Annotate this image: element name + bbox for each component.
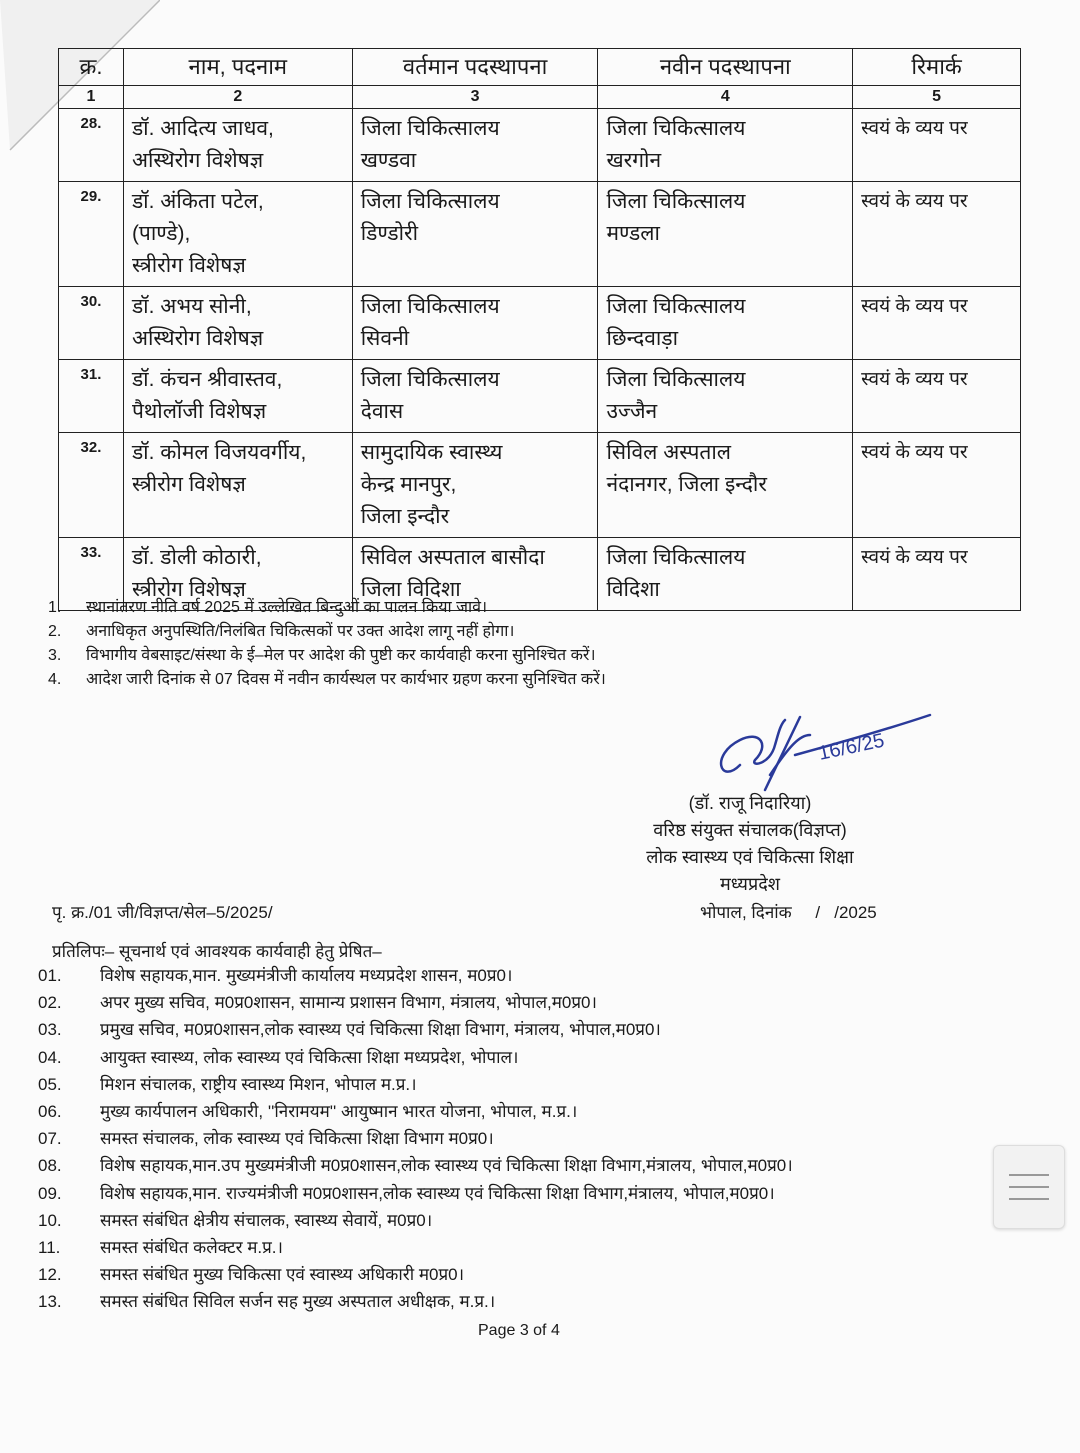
table-header-row: [59, 49, 1021, 86]
cell-line: डॉ. अंकिता पटेल,: [131, 190, 264, 213]
column-number-row: [59, 86, 1021, 109]
cell-line: जिला चिकित्सालय: [606, 368, 746, 391]
serial-cell: [59, 182, 124, 287]
serial-cell: [59, 433, 124, 538]
cell-line: सिविल अस्पताल बासौदा: [360, 546, 545, 569]
instruction-item: [48, 596, 606, 620]
remark-cell: [853, 538, 1021, 611]
cc-list: [38, 962, 793, 1316]
place-date: भोपाल, दिनांक / /2025: [700, 903, 877, 922]
current-posting-cell: [352, 182, 598, 287]
cc-item: [38, 1098, 793, 1125]
cell-line: स्त्रीरोग विशेषज्ञ: [131, 578, 246, 601]
cell-line: पैथोलॉजी विशेषज्ञ: [131, 400, 267, 423]
col-number: 5: [853, 86, 1021, 109]
item-text: विभागीय वेबसाइट/संस्था के ई–मेल पर आदेश की पुष्टी कर कार्यवाही करना सुनिश्चित करें।: [86, 647, 596, 664]
name-cell: [123, 287, 352, 360]
cell-line: विदिशा: [606, 578, 660, 601]
item-number: 10.: [38, 1210, 62, 1230]
remark: स्वयं के व्यय पर: [861, 547, 968, 568]
item-text: आदेश जारी दिनांक से 07 दिवस में नवीन कार्यस्थल पर कार्यभार ग्रहण करना सुनिश्चित करें।: [86, 671, 606, 688]
item-number: 12.: [38, 1265, 62, 1285]
serial-number: 30.: [80, 293, 102, 310]
cell-line: डॉ. कंचन श्रीवास्तव,: [131, 368, 283, 391]
item-text: विशेष सहायक,मान. मुख्यमंत्रीजी कार्यालय मध्यप्रदेश शासन, म0प्र0।: [100, 966, 513, 985]
item-text: समस्त संबंधित मुख्य चिकित्सा एवं स्वास्थ्य अधिकारी म0प्र0।: [100, 1265, 465, 1285]
cell-line: स्त्रीरोग विशेषज्ञ: [131, 473, 246, 496]
cc-item: [38, 1207, 793, 1234]
item-number: 1.: [48, 599, 62, 616]
signer-designation: वरिष्ठ संयुक्त संचालक(विज्ञप्त): [653, 820, 847, 840]
col-number: 2: [123, 86, 352, 109]
instruction-item: [48, 668, 606, 692]
item-number: 4.: [48, 671, 62, 688]
cell-line: देवास: [360, 400, 404, 423]
item-text: विशेष सहायक,मान. राज्यमंत्रीजी म0प्र0शासन,लोक स्वास्थ्य एवं चिकित्सा शिक्षा विभाग,मंत्रालय, भोपाल,म0प्र0।: [100, 1183, 775, 1203]
cell-line: स्त्रीरोग विशेषज्ञ: [131, 254, 246, 277]
item-text: स्थानांतरण नीति वर्ष 2025 में उल्लेखित बिन्दुओं का पालन किया जावे।: [86, 599, 488, 616]
cell-line: नंदानगर, जिला इन्दौर: [606, 473, 767, 496]
item-number: 04.: [38, 1047, 62, 1067]
new-posting-cell: [598, 109, 853, 182]
item-text: मिशन संचालक, राष्ट्रीय स्वास्थ्य मिशन, भोपाल म.प्र.।: [100, 1074, 417, 1094]
remark: स्वयं के व्यय पर: [861, 191, 968, 212]
col-number: 4: [598, 86, 853, 109]
remark: स्वयं के व्यय पर: [861, 118, 968, 139]
cc-item: [38, 1044, 793, 1071]
serial-number: 29.: [80, 188, 102, 205]
table-row: [59, 287, 1021, 360]
name-cell: [123, 109, 352, 182]
cell-line: सिविल अस्पताल: [606, 441, 732, 464]
item-number: 05.: [38, 1074, 62, 1094]
col-number: 1: [59, 86, 124, 109]
signer-block: [600, 790, 900, 898]
cc-item: [38, 1180, 793, 1207]
signer-department: लोक स्वास्थ्य एवं चिकित्सा शिक्षा: [646, 847, 854, 867]
col-header: रिमार्क: [853, 49, 1021, 86]
new-posting-cell: [598, 538, 853, 611]
cell-line: डॉ. कोमल विजयवर्गीय,: [131, 441, 307, 464]
item-number: 01.: [38, 966, 62, 985]
item-text: मुख्य कार्यपालन अधिकारी, ''निरामयम'' आयुष्मान भारत योजना, भोपाल, म.प्र.।: [100, 1102, 578, 1122]
cell-line: केन्द्र मानपुर,: [360, 473, 457, 496]
cc-item: [38, 1071, 793, 1098]
item-text: विशेष सहायक,मान.उप मुख्यमंत्रीजी म0प्र0शासन,लोक स्वास्थ्य एवं चिकित्सा शिक्षा विभाग,मंत्रालय, भोपाल,म0प्र0।: [100, 1156, 793, 1176]
remark-cell: [853, 182, 1021, 287]
remark-cell: [853, 433, 1021, 538]
table-row: [59, 360, 1021, 433]
remark-cell: [853, 287, 1021, 360]
cell-line: जिला विदिशा: [360, 578, 461, 601]
col-header: नवीन पदस्थापना: [598, 49, 853, 86]
cc-item: [38, 989, 793, 1016]
transfer-table: [58, 48, 1021, 611]
cc-item: [38, 1288, 793, 1315]
item-number: 03.: [38, 1020, 62, 1040]
item-text: अपर मुख्य सचिव, म0प्र0शासन, सामान्य प्रशासन विभाग, मंत्रालय, भोपाल,म0प्र0।: [100, 993, 597, 1013]
cell-line: जिला चिकित्सालय: [606, 190, 746, 213]
item-text: समस्त संचालक, लोक स्वास्थ्य एवं चिकित्सा शिक्षा विभाग म0प्र0।: [100, 1129, 494, 1149]
instructions-list: [48, 596, 606, 692]
page-number: Page 3 of 4: [478, 1322, 560, 1339]
col-header: नाम, पदनाम: [123, 49, 352, 86]
item-number: 11.: [38, 1238, 61, 1258]
cell-line: डिण्डोरी: [360, 222, 419, 245]
menu-button[interactable]: [993, 1145, 1065, 1229]
item-number: 06.: [38, 1102, 62, 1122]
cell-line: जिला चिकित्सालय: [360, 368, 500, 391]
remark-cell: [853, 360, 1021, 433]
cell-line: छिन्दवाड़ा: [606, 327, 679, 350]
item-number: 08.: [38, 1156, 62, 1176]
cc-item: [38, 1125, 793, 1152]
current-posting-cell: [352, 287, 598, 360]
cell-line: खण्डवा: [360, 149, 417, 172]
cell-line: मण्डला: [606, 222, 660, 245]
new-posting-cell: [598, 287, 853, 360]
instruction-item: [48, 620, 606, 644]
cell-line: उज्जैन: [606, 400, 658, 423]
table-row: [59, 433, 1021, 538]
remark: स्वयं के व्यय पर: [861, 442, 968, 463]
item-text: समस्त संबंधित कलेक्टर म.प्र.।: [100, 1238, 283, 1258]
name-cell: [123, 360, 352, 433]
serial-number: 28.: [80, 115, 102, 132]
col-number: 3: [352, 86, 598, 109]
current-posting-cell: [352, 433, 598, 538]
new-posting-cell: [598, 182, 853, 287]
cc-item: [38, 1234, 793, 1261]
new-posting-cell: [598, 433, 853, 538]
cell-line: जिला चिकित्सालय: [606, 295, 746, 318]
cc-heading: प्रतिलिपः– सूचनार्थ एवं आवश्यक कार्यवाही हेतु प्रेषित–: [52, 942, 382, 961]
cell-line: डॉ. आदित्य जाधव,: [131, 117, 274, 140]
serial-number: 33.: [80, 544, 102, 561]
cell-line: डॉ. डोली कोठारी,: [131, 546, 262, 569]
item-text: प्रमुख सचिव, म0प्र0शासन,लोक स्वास्थ्य एवं चिकित्सा शिक्षा विभाग, मंत्रालय, भोपाल,म0प्र0।: [100, 1020, 661, 1040]
name-cell: [123, 433, 352, 538]
cc-item: [38, 1152, 793, 1179]
signature-date: 16/6/25: [816, 729, 887, 765]
menu-icon-bar: [1009, 1186, 1049, 1188]
item-number: 13.: [38, 1292, 62, 1312]
current-posting-cell: [352, 109, 598, 182]
instruction-item: [48, 644, 606, 668]
signer-name: (डॉ. राजू निदारिया): [688, 793, 812, 813]
item-number: 02.: [38, 993, 62, 1013]
item-number: 3.: [48, 647, 62, 664]
cell-line: डॉ. अभय सोनी,: [131, 295, 252, 318]
current-posting-cell: [352, 360, 598, 433]
cc-item: [38, 1016, 793, 1043]
cell-line: जिला इन्दौर: [360, 505, 450, 528]
cell-line: जिला चिकित्सालय: [606, 546, 746, 569]
item-number: 2.: [48, 623, 62, 640]
item-text: आयुक्त स्वास्थ्य, लोक स्वास्थ्य एवं चिकित्सा शिक्षा मध्यप्रदेश, भोपाल।: [100, 1047, 519, 1067]
item-number: 07.: [38, 1129, 62, 1149]
name-cell: [123, 182, 352, 287]
col-header: वर्तमान पदस्थापना: [352, 49, 598, 86]
cc-item: [38, 962, 793, 989]
cell-line: खरगोन: [606, 149, 662, 172]
cc-item: [38, 1261, 793, 1288]
cell-line: सिवनी: [360, 327, 410, 350]
remark: स्वयं के व्यय पर: [861, 296, 968, 317]
cell-line: जिला चिकित्सालय: [360, 295, 500, 318]
cell-line: सामुदायिक स्वास्थ्य: [360, 441, 503, 464]
table-row: [59, 109, 1021, 182]
serial-cell: [59, 360, 124, 433]
reference-number: पृ. क्र./01 जी/विज्ञप्त/सेल–5/2025/: [52, 903, 273, 922]
signature: [700, 705, 940, 795]
item-number: 09.: [38, 1183, 62, 1203]
remark-cell: [853, 109, 1021, 182]
table-row: [59, 182, 1021, 287]
item-text: समस्त संबंधित सिविल सर्जन सह मुख्य अस्पताल अधीक्षक, म.प्र.।: [100, 1292, 496, 1312]
cell-line: जिला चिकित्सालय: [606, 117, 746, 140]
item-text: अनाधिकृत अनुपस्थिति/निलंबित चिकित्सकों पर उक्त आदेश लागू नहीं होगा।: [86, 623, 515, 640]
col-header: क्र.: [59, 49, 124, 86]
cell-line: जिला चिकित्सालय: [360, 117, 500, 140]
cell-line: अस्थिरोग विशेषज्ञ: [131, 327, 264, 350]
cell-line: अस्थिरोग विशेषज्ञ: [131, 149, 264, 172]
cell-line: (पाण्डे),: [131, 222, 191, 245]
menu-icon-bar: [1009, 1174, 1049, 1176]
item-text: समस्त संबंधित क्षेत्रीय संचालक, स्वास्थ्य सेवायें, म0प्र0।: [100, 1210, 433, 1230]
serial-number: 31.: [80, 366, 102, 383]
serial-cell: [59, 287, 124, 360]
remark: स्वयं के व्यय पर: [861, 369, 968, 390]
menu-icon-bar: [1009, 1198, 1049, 1200]
signer-state: मध्यप्रदेश: [719, 874, 780, 894]
new-posting-cell: [598, 360, 853, 433]
serial-number: 32.: [80, 439, 102, 456]
serial-cell: [59, 109, 124, 182]
cell-line: जिला चिकित्सालय: [360, 190, 500, 213]
